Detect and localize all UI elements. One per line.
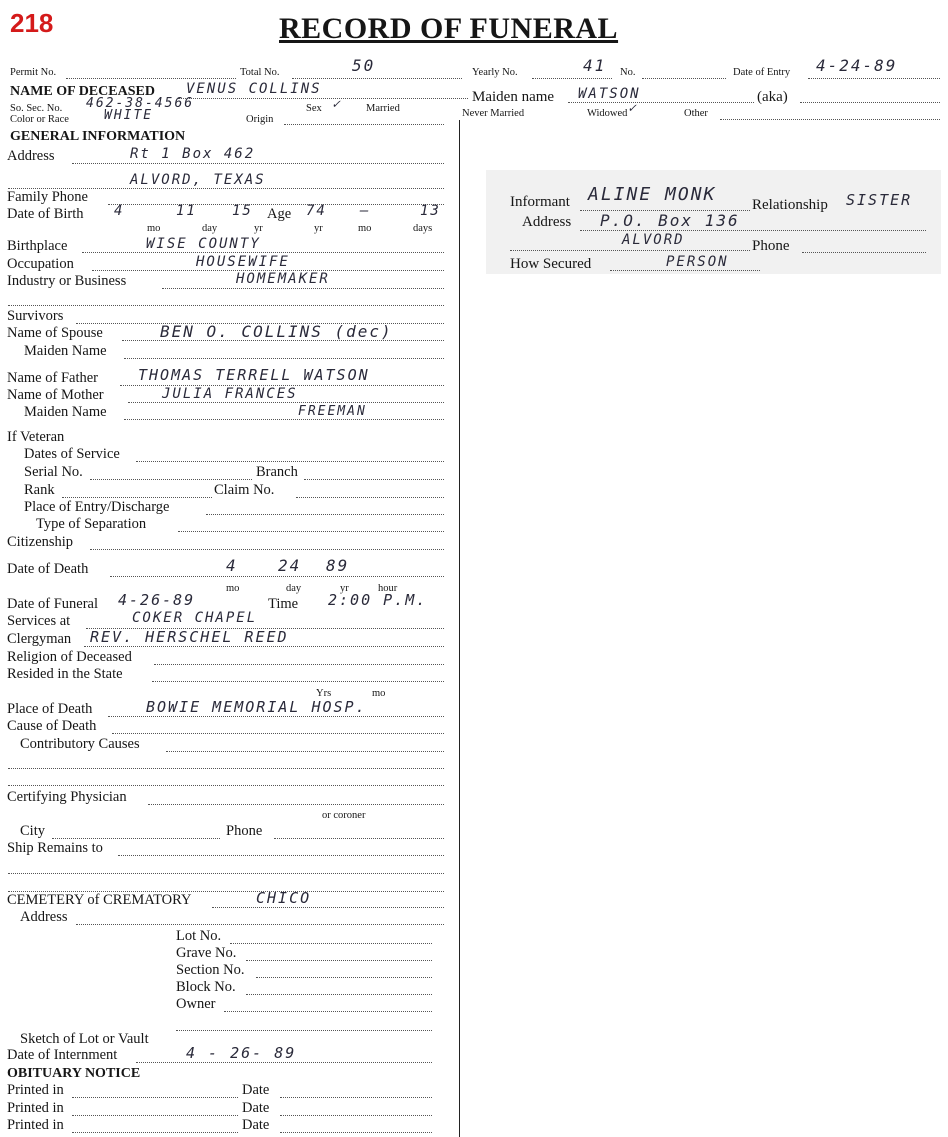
occupation-label: Occupation bbox=[7, 256, 74, 272]
veteran-label: If Veteran bbox=[7, 429, 65, 445]
race-value: WHITE bbox=[104, 108, 154, 123]
funeral-date-label: Date of Funeral bbox=[7, 596, 98, 612]
ship-remains-field-2 bbox=[8, 873, 444, 874]
entry-value: 4-24-89 bbox=[816, 56, 898, 75]
dob-year: 15 bbox=[232, 203, 253, 219]
origin-label: Origin bbox=[246, 114, 274, 125]
father-value: THOMAS TERRELL WATSON bbox=[138, 366, 370, 384]
page-title: RECORD OF FUNERAL bbox=[279, 12, 619, 45]
printed-in-field-2 bbox=[72, 1115, 238, 1116]
entry-discharge-field bbox=[206, 514, 444, 515]
religion-field bbox=[154, 664, 444, 665]
survivors-label: Survivors bbox=[7, 308, 64, 324]
deceased-name-value: VENUS COLLINS bbox=[186, 81, 322, 97]
mother-maiden-label: Maiden Name bbox=[24, 404, 107, 420]
coroner-label: or coroner bbox=[322, 810, 366, 821]
industry-label: Industry or Business bbox=[7, 273, 127, 289]
dob-month: 4 bbox=[114, 203, 125, 219]
married-label: Married bbox=[366, 103, 400, 114]
printed-date-field-2 bbox=[280, 1115, 432, 1116]
age-months: — bbox=[360, 203, 371, 219]
clergyman-field bbox=[84, 646, 444, 647]
separation-label: Type of Separation bbox=[36, 516, 147, 532]
relationship-value: SISTER bbox=[846, 191, 913, 209]
printed-in-label-3: Printed in bbox=[7, 1117, 64, 1133]
resided-field bbox=[152, 681, 444, 682]
hour-unit: hour bbox=[378, 583, 398, 594]
mother-maiden-field bbox=[124, 419, 444, 420]
spouse-label: Name of Spouse bbox=[7, 325, 103, 341]
city-value: ALVORD, TEXAS bbox=[130, 172, 266, 188]
cemetery-address-label: Address bbox=[20, 909, 68, 925]
internment-field bbox=[136, 1062, 432, 1063]
physician-field bbox=[148, 804, 444, 805]
age-days: 13 bbox=[420, 203, 441, 219]
contributory-label: Contributory Causes bbox=[20, 736, 140, 752]
family-phone-label: Family Phone bbox=[7, 189, 88, 205]
owner-field-2 bbox=[176, 1030, 432, 1031]
resided-mo-unit: mo bbox=[372, 688, 386, 699]
mother-label: Name of Mother bbox=[7, 387, 104, 403]
page-number: 218 bbox=[10, 8, 54, 38]
printed-date-field-3 bbox=[280, 1132, 432, 1133]
death-day: 24 bbox=[278, 556, 302, 575]
age-years: 74 bbox=[306, 203, 327, 219]
contributory-field-3 bbox=[8, 785, 444, 786]
physician-label: Certifying Physician bbox=[7, 789, 127, 805]
dob-mo-unit: mo bbox=[147, 223, 161, 234]
informant-label: Informant bbox=[510, 194, 570, 210]
funeral-time-value: 2:00 P.M. bbox=[328, 591, 428, 609]
cemetery-value: CHICO bbox=[256, 889, 312, 907]
rank-field bbox=[62, 497, 212, 498]
clergyman-label: Clergyman bbox=[7, 631, 72, 647]
claim-field bbox=[296, 497, 444, 498]
general-info-heading: GENERAL INFORMATION bbox=[10, 129, 186, 144]
cause-label: Cause of Death bbox=[7, 718, 97, 734]
race-label: Color or Race bbox=[10, 114, 69, 125]
sketch-label: Sketch of Lot or Vault bbox=[20, 1031, 149, 1047]
section-field bbox=[256, 977, 432, 978]
origin-field bbox=[284, 124, 444, 125]
dob-label: Date of Birth bbox=[7, 206, 84, 222]
informant-address-field bbox=[580, 230, 926, 231]
total-field bbox=[292, 78, 462, 79]
deceased-name-field bbox=[178, 98, 468, 99]
owner-label: Owner bbox=[176, 996, 216, 1012]
address-label: Address bbox=[7, 148, 55, 164]
sex-label: Sex bbox=[306, 103, 322, 114]
yearly-field bbox=[532, 78, 612, 79]
family-phone-field bbox=[108, 204, 444, 205]
cemetery-field bbox=[212, 907, 444, 908]
age-mo-unit: mo bbox=[358, 223, 372, 234]
ssn-value: 462-38-4566 bbox=[86, 96, 195, 111]
total-value: 50 bbox=[352, 56, 376, 75]
column-divider bbox=[459, 120, 460, 1137]
physician-phone-label: Phone bbox=[226, 823, 263, 839]
printed-date-label-2: Date bbox=[242, 1100, 270, 1116]
branch-field bbox=[304, 479, 444, 480]
mother-value: JULIA FRANCES bbox=[162, 386, 298, 402]
industry-value: HOMEMAKER bbox=[236, 271, 330, 287]
physician-city-field bbox=[52, 838, 220, 839]
death-month: 4 bbox=[226, 556, 238, 575]
death-date-label: Date of Death bbox=[7, 561, 89, 577]
dob-day: 11 bbox=[176, 203, 197, 219]
permit-field bbox=[66, 78, 236, 79]
entry-label: Date of Entry bbox=[733, 67, 791, 78]
place-of-death-value: BOWIE MEMORIAL HOSP. bbox=[146, 698, 367, 716]
aka-label: (aka) bbox=[757, 89, 788, 105]
death-date-field bbox=[110, 576, 444, 577]
cause-field bbox=[112, 733, 444, 734]
entry-field bbox=[808, 78, 940, 79]
branch-label: Branch bbox=[256, 464, 298, 480]
ship-remains-label: Ship Remains to bbox=[7, 840, 103, 856]
deceased-name-label: NAME OF DECEASED bbox=[10, 84, 155, 99]
informant-address-value: P.O. Box 136 bbox=[600, 211, 740, 230]
death-yr-unit: yr bbox=[340, 583, 349, 594]
dob-day-unit: day bbox=[202, 223, 218, 234]
no-label: No. bbox=[620, 67, 636, 78]
occupation-value: HOUSEWIFE bbox=[196, 254, 290, 270]
industry-field bbox=[162, 288, 444, 289]
printed-date-label-3: Date bbox=[242, 1117, 270, 1133]
yearly-value: 41 bbox=[583, 56, 607, 75]
death-day-unit: day bbox=[286, 583, 302, 594]
printed-in-field-1 bbox=[72, 1097, 238, 1098]
relationship-label: Relationship bbox=[752, 197, 828, 213]
maiden-name-label: Maiden name bbox=[472, 89, 555, 105]
physician-phone-field bbox=[274, 838, 444, 839]
citizenship-field bbox=[90, 549, 444, 550]
place-of-death-label: Place of Death bbox=[7, 701, 93, 717]
spouse-value: BEN O. COLLINS (dec) bbox=[160, 322, 393, 341]
spouse-maiden-label: Maiden Name bbox=[24, 343, 107, 359]
obituary-heading: OBITUARY NOTICE bbox=[7, 1066, 141, 1081]
father-label: Name of Father bbox=[7, 370, 98, 386]
ssn-label: So. Sec. No. bbox=[10, 103, 63, 114]
informant-phone-label: Phone bbox=[752, 238, 790, 254]
other-field bbox=[720, 119, 940, 120]
service-dates-field bbox=[136, 461, 444, 462]
maiden-name-field bbox=[568, 102, 754, 103]
how-secured-label: How Secured bbox=[510, 256, 592, 272]
printed-in-label-2: Printed in bbox=[7, 1100, 64, 1116]
lot-field bbox=[230, 943, 432, 944]
entry-discharge-label: Place of Entry/Discharge bbox=[24, 499, 170, 515]
informant-address-label: Address bbox=[522, 214, 572, 230]
services-value: COKER CHAPEL bbox=[132, 610, 258, 626]
mother-maiden-value: FREEMAN bbox=[298, 404, 367, 419]
informant-city-value: ALVORD bbox=[622, 232, 685, 248]
claim-label: Claim No. bbox=[214, 482, 275, 498]
resided-yrs-unit: Yrs bbox=[316, 688, 332, 699]
total-label: Total No. bbox=[240, 67, 280, 78]
internment-label: Date of Internment bbox=[7, 1047, 118, 1063]
yearly-label: Yearly No. bbox=[472, 67, 518, 78]
permit-label: Permit No. bbox=[10, 67, 57, 78]
other-label: Other bbox=[684, 108, 708, 119]
grave-label: Grave No. bbox=[176, 945, 237, 961]
no-field bbox=[642, 78, 726, 79]
informant-value: ALINE MONK bbox=[588, 184, 717, 205]
widowed-check: ✓ bbox=[628, 101, 638, 116]
cemetery-label: CEMETERY of CREMATORY bbox=[7, 892, 192, 908]
aka-field bbox=[800, 102, 940, 103]
printed-in-field-3 bbox=[72, 1132, 238, 1133]
address-value: Rt 1 Box 462 bbox=[130, 146, 256, 162]
physician-city-label: City bbox=[20, 823, 45, 839]
death-mo-unit: mo bbox=[226, 583, 240, 594]
age-days-unit: days bbox=[413, 223, 433, 234]
services-label: Services at bbox=[7, 613, 71, 629]
service-dates-label: Dates of Service bbox=[24, 446, 120, 462]
cemetery-address-field bbox=[76, 924, 444, 925]
never-married-label: Never Married bbox=[462, 108, 525, 119]
widowed-label: Widowed bbox=[587, 108, 628, 119]
how-secured-field bbox=[610, 270, 760, 271]
religion-label: Religion of Deceased bbox=[7, 649, 132, 665]
funeral-time-label: Time bbox=[268, 596, 299, 612]
death-year: 89 bbox=[326, 556, 350, 575]
birthplace-value: WISE COUNTY bbox=[146, 236, 261, 252]
industry-field-2 bbox=[8, 305, 444, 306]
funeral-date-value: 4-26-89 bbox=[118, 591, 196, 609]
printed-date-label-1: Date bbox=[242, 1082, 270, 1098]
printed-date-field-1 bbox=[280, 1097, 432, 1098]
dob-yr-unit: yr bbox=[254, 223, 263, 234]
printed-in-label-1: Printed in bbox=[7, 1082, 64, 1098]
block-field bbox=[246, 994, 432, 995]
internment-value: 4 - 26- 89 bbox=[186, 1044, 297, 1062]
block-label: Block No. bbox=[176, 979, 236, 995]
mother-field bbox=[128, 402, 444, 403]
spouse-maiden-field bbox=[124, 358, 444, 359]
ship-remains-field bbox=[118, 855, 444, 856]
contributory-field bbox=[166, 751, 444, 752]
age-yr-unit: yr bbox=[314, 223, 323, 234]
owner-field bbox=[224, 1011, 432, 1012]
sex-check: ✓ bbox=[332, 97, 342, 112]
address-field bbox=[72, 163, 444, 164]
age-label: Age bbox=[267, 206, 292, 222]
resided-label: Resided in the State bbox=[7, 666, 123, 682]
informant-phone-field bbox=[802, 252, 926, 253]
serial-label: Serial No. bbox=[24, 464, 83, 480]
section-label: Section No. bbox=[176, 962, 245, 978]
maiden-name-value: WATSON bbox=[578, 86, 641, 102]
birthplace-label: Birthplace bbox=[7, 238, 68, 254]
how-secured-value: PERSON bbox=[666, 254, 729, 270]
separation-field bbox=[178, 531, 444, 532]
informant-city-field bbox=[510, 250, 750, 251]
grave-field bbox=[246, 960, 432, 961]
clergyman-value: REV. HERSCHEL REED bbox=[90, 628, 289, 646]
serial-field bbox=[90, 479, 252, 480]
birthplace-field bbox=[82, 252, 444, 253]
place-of-death-field bbox=[108, 716, 444, 717]
lot-label: Lot No. bbox=[176, 928, 222, 944]
citizenship-label: Citizenship bbox=[7, 534, 74, 550]
rank-label: Rank bbox=[24, 482, 55, 498]
contributory-field-2 bbox=[8, 768, 444, 769]
